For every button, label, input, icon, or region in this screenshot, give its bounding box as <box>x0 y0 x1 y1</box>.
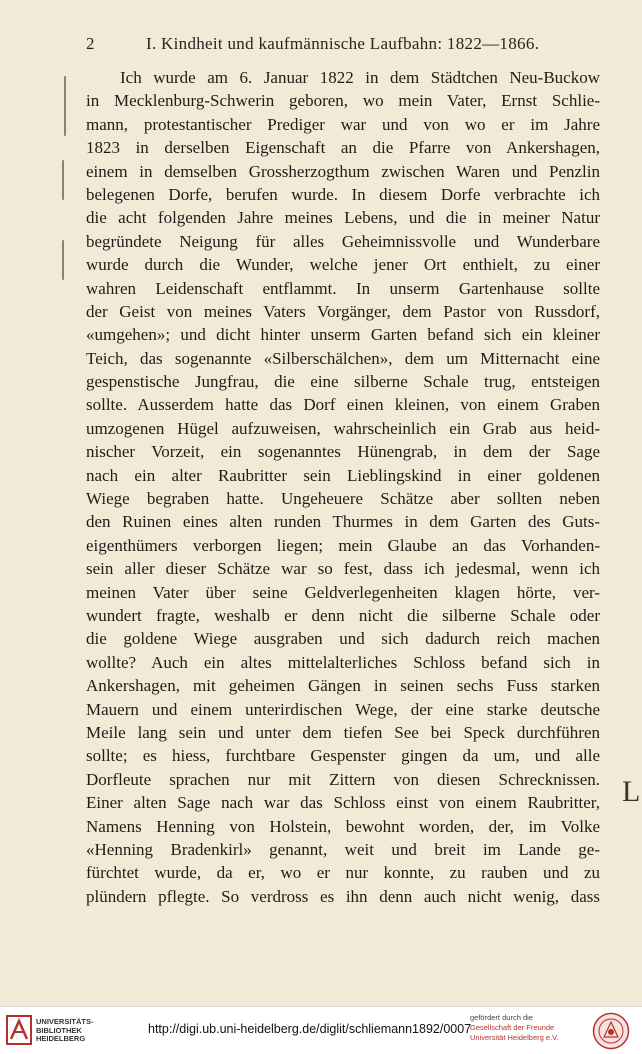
body-text <box>86 66 600 908</box>
sponsor-intro: gefördert durch die <box>470 1013 533 1022</box>
text-line: meinen Vater über seine Geldverlegenheiten klagen hörte, ver- <box>86 582 600 602</box>
page-header <box>86 34 601 58</box>
page-number: 2 <box>86 34 95 53</box>
text-line: in Mecklenburg-Schwerin geboren, wo mein Vater, Ernst Schlie- <box>86 91 600 111</box>
text-line: Ankershagen, mit geheimen Gängen in seinen sechs Fuss starken <box>86 676 600 696</box>
text-line: wundert fragte, weshalb er denn nicht die silberne Schale oder <box>86 605 600 625</box>
text-line: begründete Neigung für alles Geheimnissvolle und Wunderbare <box>86 231 600 251</box>
text-line: wurde durch die Wunder, welche jener Ort enthielt, zu einer <box>86 255 600 275</box>
text-line: einem in demselben Grossherzogthum zwischen Waren und Penzlin <box>86 161 600 181</box>
text-line: mann, protestantischer Prediger war und von wo er im Jahre <box>86 114 600 134</box>
text-line: wollte? Auch ein altes mittelalterliches Schloss befand sich in <box>86 652 600 672</box>
digital-copy-url-link[interactable]: http://digi.ub.uni-heidelberg.de/diglit/schliemann1892/0007 <box>148 1022 472 1036</box>
text-line: Namens Henning von Holstein, bewohnt worden, der, im Volke <box>86 816 600 836</box>
sponsor-seal-icon <box>592 1012 630 1050</box>
text-line: die acht folgenden Jahre meines Lebens, und die in meiner Natur <box>86 208 600 228</box>
sponsor-name: Gesellschaft der Freunde <box>470 1023 555 1032</box>
text-line: nach ein alter Raubritter sein Lieblingskind in einer goldenen <box>86 465 600 485</box>
text-line: Wiege begraben hatte. Ungeheuere Schätze aber sollten neben <box>86 489 600 509</box>
text-line: «Henning Bradenkirl» genannt, weit und breit im Lande ge- <box>86 839 600 859</box>
text-line: der Geist von meines Vaters Vorgänger, dem Pastor von Russdorf, <box>86 301 600 321</box>
university-library-logo-icon <box>6 1015 32 1045</box>
sponsor-note <box>470 1013 580 1043</box>
text-line: belegenen Dorfe, berufen wurde. In diesem Dorfe verbrachte ich <box>86 184 600 204</box>
text-line: umzogenen Hügel aufzuweisen, wahrscheinlich ein Grab aus heid- <box>86 418 600 438</box>
text-line: eigenthümers verborgen liegen; mein Glaube an das Vorhanden- <box>86 535 600 555</box>
footer-bar <box>0 1006 642 1054</box>
text-line: den Ruinen eines alten runden Thurmes in dem Garten des Guts- <box>86 512 600 532</box>
margin-handwritten-note: L <box>622 775 641 808</box>
library-name-line: HEIDELBERG <box>36 1034 86 1043</box>
text-line: 1823 in derselben Eigenschaft an die Pfarre von Ankershagen, <box>86 138 600 158</box>
margin-pencil-mark <box>64 76 66 136</box>
text-line: plündern pflegte. So verdross es ihn denn auch nicht wenig, dass <box>86 886 600 906</box>
text-line: Dorfleute sprachen nur mit Zittern von diesen Schrecknissen. <box>86 769 600 789</box>
text-line: fürchtet wurde, da er, wo er nur konnte, zu rauben und zu <box>86 863 600 883</box>
text-line: sein aller dieser Schätze war so fest, dass ich jedesmal, wenn ich <box>86 559 600 579</box>
text-line: die goldene Wiege ausgraben und sich dadurch reich machen <box>86 629 600 649</box>
sponsor-name: Universität Heidelberg e.V. <box>470 1033 559 1042</box>
text-line: Meile lang sein und unter dem tiefen See bei Speck durchführen <box>86 722 600 742</box>
library-name-line: UNIVERSITÄTS- <box>36 1017 94 1026</box>
text-line: Ich wurde am 6. Januar 1822 in dem Städtchen Neu-Buckow <box>120 68 600 87</box>
text-line: Teich, das sogenannte «Silberschälchen», dem um Mitternacht eine <box>86 348 600 368</box>
text-line: wahren Leidenschaft entflammt. In unserm Gartenhause sollte <box>86 278 600 298</box>
margin-pencil-mark <box>62 160 64 200</box>
text-line: gespenstische Jungfrau, die eine silberne Schale trug, entsteigen <box>86 372 600 392</box>
library-name-line: BIBLIOTHEK <box>36 1025 82 1035</box>
text-line: Einer alten Sage nach war das Schloss einst von einem Raubritter, <box>86 793 600 813</box>
text-line: sollte; es hiess, furchtbare Gespenster gingen da um, und alle <box>86 746 600 766</box>
text-line: Mauern und einem unterirdischen Wege, der eine starke deutsche <box>86 699 600 719</box>
text-line: sollte. Ausserdem hatte das Dorf einen kleinen, von einem Graben <box>86 395 600 415</box>
library-name <box>36 1018 94 1044</box>
margin-pencil-mark <box>62 240 64 280</box>
text-line: «umgehen»; und dicht hinter unserm Garten befand sich ein kleiner <box>86 325 600 345</box>
text-line: nischer Vorzeit, ein sogenanntes Hünengrab, in dem der Sage <box>86 442 600 462</box>
running-head: I. Kindheit und kaufmännische Laufbahn: 1822—1866. <box>146 34 540 53</box>
